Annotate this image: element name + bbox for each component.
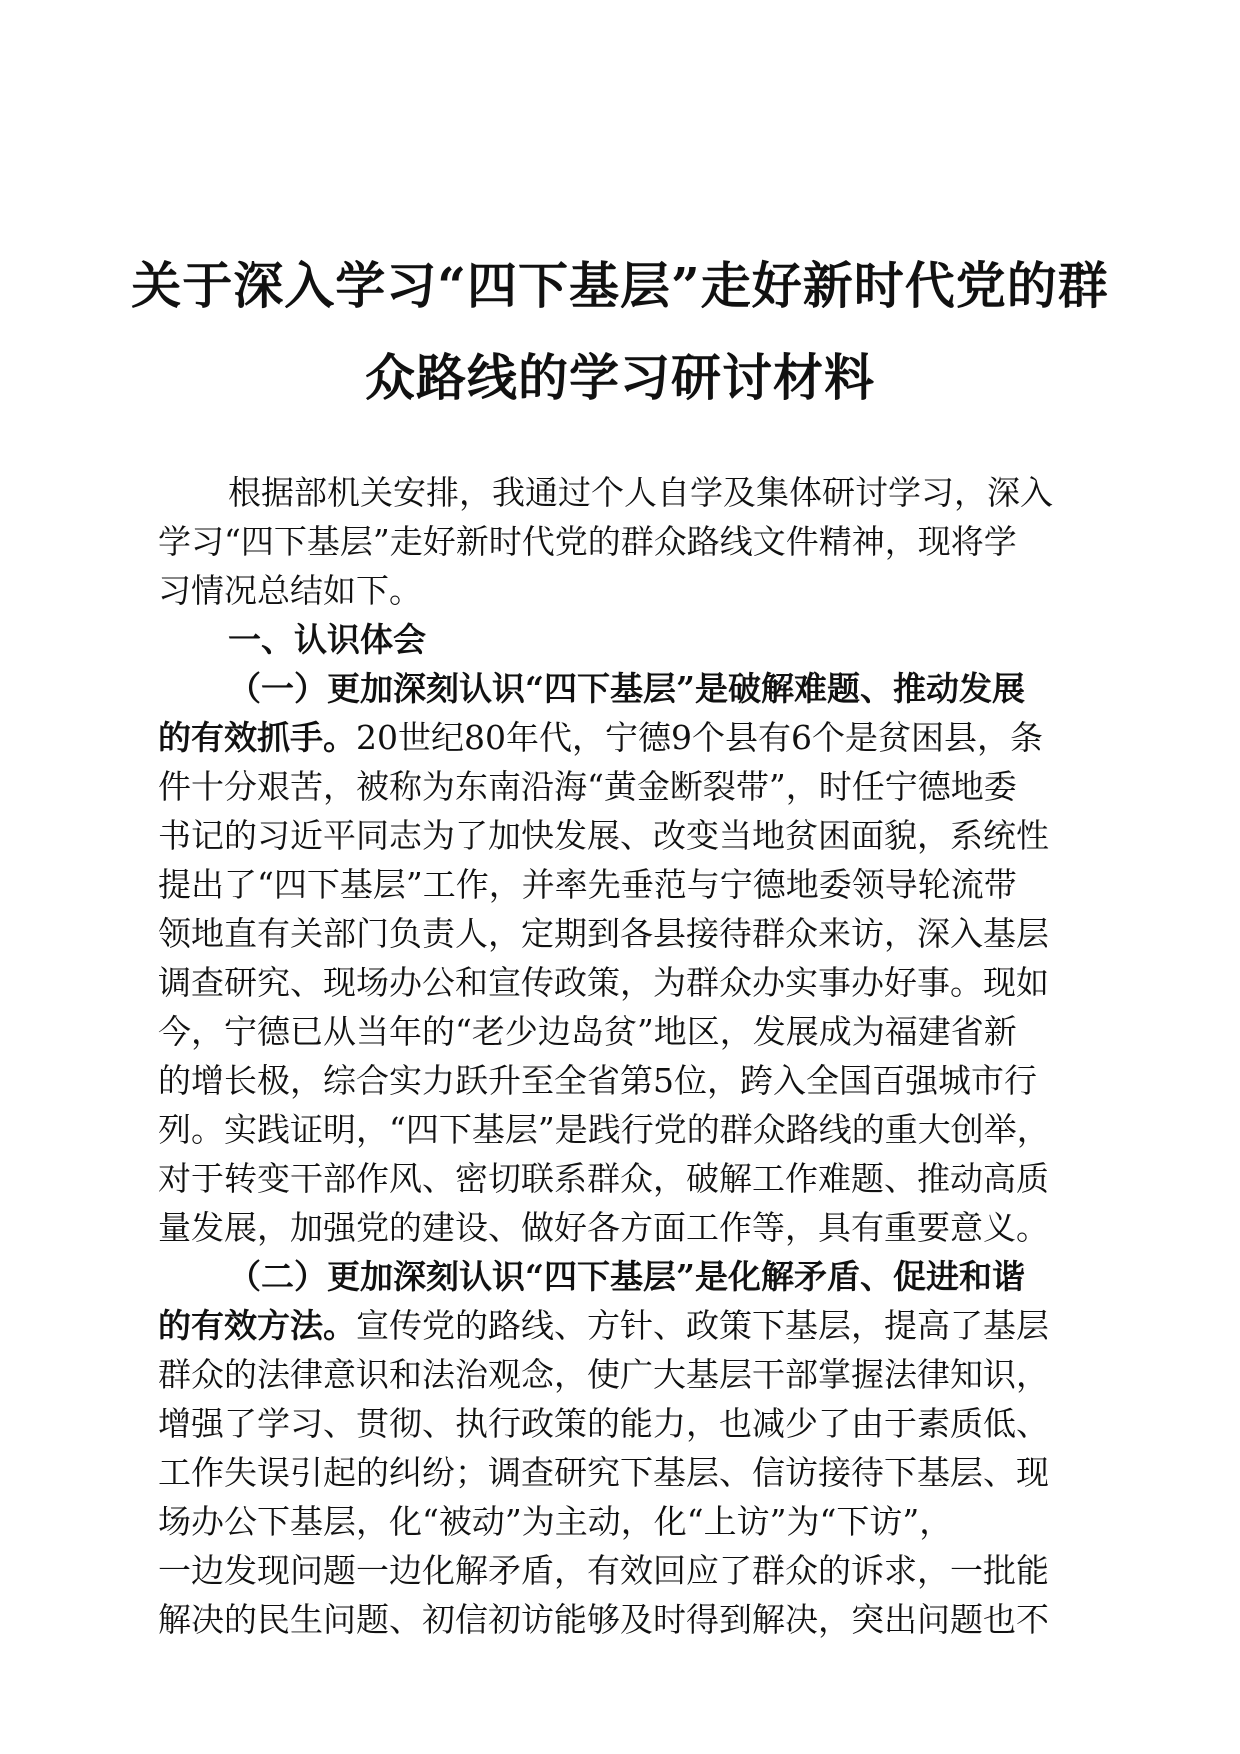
para1-line: 提出了“四下基层”工作，并率先垂范与宁德地委领导轮流带 <box>158 865 1017 904</box>
para2-lead-tail: 的有效方法。 <box>158 1306 356 1345</box>
para1-line: 的增长极，综合实力跃升至全省第5位，跨入全国百强城市行 <box>158 1061 1037 1100</box>
para2-line: 解决的民生问题、初信初访能够及时得到解决，突出问题也不 <box>158 1600 1049 1639</box>
para1-line: 调查研究、现场办公和宣传政策，为群众办实事办好事。现如 <box>158 963 1049 1002</box>
para1-line: 量发展，加强党的建设、做好各方面工作等，具有重要意义。 <box>158 1208 1049 1247</box>
para2-lead-line: （二）更加深刻认识“四下基层”是化解矛盾、促进和谐 <box>228 1257 1025 1296</box>
intro-line: 根据部机关安排，我通过个人自学及集体研讨学习，深入 <box>228 473 1053 512</box>
para1-line <box>158 713 1084 762</box>
document-title-line-2: 众路线的学习研讨材料 <box>365 348 875 407</box>
para1-line: 件十分艰苦，被称为东南沿海“黄金断裂带”，时任宁德地委 <box>158 767 1017 806</box>
document-title-line-1: 关于深入学习“四下基层”走好新时代党的群 <box>131 256 1109 315</box>
para1-line: 领地直有关部门负责人，定期到各县接待群众来访，深入基层 <box>158 914 1049 953</box>
para2-line: 增强了学习、贯彻、执行政策的能力，也减少了由于素质低、 <box>158 1404 1049 1443</box>
para1-lead-line: （一）更加深刻认识“四下基层”是破解难题、推动发展 <box>228 669 1025 708</box>
para1-line: 列。实践证明，“四下基层”是践行党的群众路线的重大创举， <box>158 1110 1050 1149</box>
section-heading: 一、认识体会 <box>228 620 426 659</box>
para1-line: 书记的习近平同志为了加快发展、改变当地贫困面貌，系统性 <box>158 816 1049 855</box>
para1-lead-tail: 的有效抓手。 <box>158 718 356 757</box>
para2-line <box>158 1301 1084 1350</box>
intro-line: 习情况总结如下。 <box>158 571 422 610</box>
intro-line: 学习“四下基层”走好新时代党的群众路线文件精神，现将学 <box>158 522 1017 561</box>
para1-line: 今，宁德已从当年的“老少边岛贫”地区，发展成为福建省新 <box>158 1012 1017 1051</box>
para2-line: 场办公下基层，化“被动”为主动，化“上访”为“下访”， <box>158 1502 953 1541</box>
para1-line: 对于转变干部作风、密切联系群众，破解工作难题、推动高质 <box>158 1159 1049 1198</box>
para2-line: 工作失误引起的纠纷；调查研究下基层、信访接待下基层、现 <box>158 1453 1049 1492</box>
para2-line: 群众的法律意识和法治观念，使广大基层干部掌握法律知识， <box>158 1355 1049 1394</box>
document-body <box>158 468 1084 1644</box>
para1-line-rest: 20世纪80年代，宁德9个县有6个是贫困县，条 <box>356 718 1043 757</box>
para2-line-rest: 宣传党的路线、方针、政策下基层，提高了基层 <box>356 1306 1049 1345</box>
para2-line: 一边发现问题一边化解矛盾，有效回应了群众的诉求，一批能 <box>158 1551 1049 1590</box>
